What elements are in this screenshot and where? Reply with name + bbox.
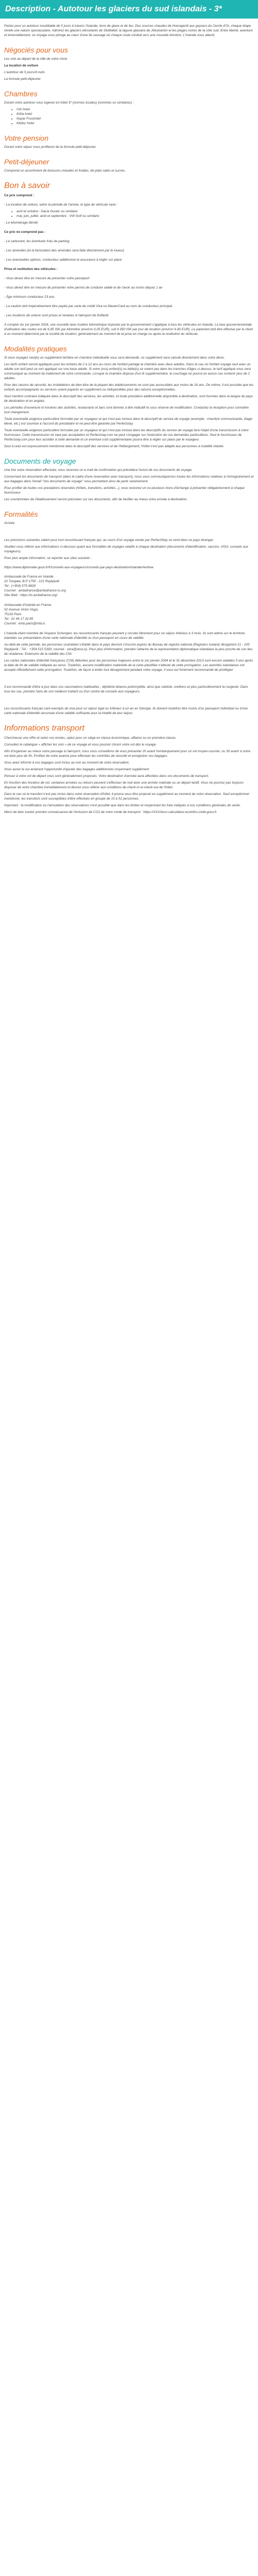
remise-item: - Vous devez être en mesure de présenter votre passeport <box>4 277 90 280</box>
description-page <box>0 0 258 829</box>
formalites-heading: Formalités <box>4 510 38 518</box>
list-item: • mai, juin, juillet, août et septembre : VW Golf ou similaire <box>17 214 254 218</box>
address-line: Tel : 01 44 17 32 85 <box>4 617 34 621</box>
chambres-heading: Chambres <box>4 90 38 98</box>
infos-paragraph: Important : la modification ou l'annulation des réservations n'est possible que dans les limites et moyennant les frais indiqués à nos conditions générales de vente. <box>4 804 241 807</box>
vehicules-list <box>4 209 254 218</box>
formalites-paragraph: Les précisions suivantes valent pour tout ressortissant français qui, au cours d'un voyage vendu par PerfectStay se rend dans ce pays étranger. <box>4 538 214 542</box>
modalites-paragraph: Seul mention contraire indiquée dans le descriptif des services, les activités, et toute prestation additionnelle disponible à destination, sont fournies dans la langue du pays de destination et en anglais. <box>4 395 253 403</box>
formalites-paragraph: L'Islande étant membre de l'espace Schengen, les ressortissants français peuvent y circuler librement pour un séjour inférieur à 3 mois. Ils sont admis sur le territoire islandais sur présentation d'une carte nationale d'identité ou d'un passeport en cours de validité. <box>4 632 245 640</box>
kilometrage-text: - Le kilométrage illimité <box>4 221 38 225</box>
formalites-paragraph: Il est recommandé d'être à jour dans vos vaccinations habituelles : diphtérie-tétanos-poliomyélite, ainsi que rubéole, oreillons et plus particulièrement la rougeole. Dans tous les cas, prendre l'avis de son médecin traitant ou d'un centre de conseils aux voyageurs. <box>4 685 248 693</box>
address-line: 75116 Paris <box>4 613 22 616</box>
location-intro: - La location de voiture, selon la période de l'année, le type de véhicule varie : <box>4 203 118 207</box>
ne-comprend-item: - Les éventuelles options, conducteur additionnel et assurance à régler sur place <box>4 258 122 262</box>
infos-paragraph: Vous avez informé à vos bagages sont inclus au non au moment de votre réservation. <box>4 761 130 765</box>
modalites-paragraph: Les tarifs enfant seront appliqués pour les enfants de 2 à 12 ans au cours de l'enfant partage la chambre avec deux adultes. Dans le cas où l'enfant voyage seul avec un adulte son tarif peut se voir appliqué sur une base adulte. Si votre (vos) enfant(s) ou bébé(s) se voient pas dans les tranches d'âges ci-dessus, le tarif appliqué vous sera communiqué au moment du traitement de votre commande. Lorsque la chambre dispose d'un lit supplémentaire, le couchage ne pourra en aucun cas contenir plus de 2 adultes. <box>4 363 251 380</box>
address-line: Ambassade d'Islande en France <box>4 603 52 607</box>
list-item: • Ork hotel <box>17 107 254 112</box>
negocies-line: L'autotour de 5 jours/4 nuits <box>4 71 45 74</box>
ambassade-france <box>4 574 254 598</box>
ne-comprend-item: - Le carburant, les éventuels frais de parking. <box>4 240 70 243</box>
modalites-heading: Modalités pratiques <box>4 345 67 353</box>
formalites-paragraph: Les cartes nationales d'identité françaises (CNI) délivrées pour les personnes majeures entre le 1er janvier 2004 et le 31 décembre 2013 sont encore valables 5 ans après la date de fin de validité indiquée au verso. Toutefois, aucune modification matérielle de la carte plastifiée n'atteste de cette prorogation. Les autorités islandaises ont accepté officiellement cette prorogation. Toutefois, de façon à éviter tout désagrément pendant votre voyage, il vous est fortement recommandé de privilégier <box>4 659 253 672</box>
negocies-line: Les vols au départ de la ville de votre choix <box>4 57 68 61</box>
formalites-paragraph: Les ressortissants français sont exempts de visa pour un séjour égal ou inférieur à un an en Géorgie. Ils doivent toutefois être munis d'un passeport individuel ou d'une carte nationale d'identité sécurisée d'une validité suffisante pour la totalité de leur séjour. <box>4 707 248 715</box>
documents-paragraph: Une fois votre réservation effectuée, vous recevrez un e-mail de confirmation qui précédera l'envoi de vos documents de voyage. <box>4 468 192 472</box>
negocies-heading: Négociés pour vous <box>4 46 68 54</box>
address-line: Site Web : https://is.ambafrance.org/ <box>4 594 58 597</box>
petitdej-text: Comprend un assortiment de boissons chaudes et froides, de plats salés et sucrés. <box>4 169 126 173</box>
modalites-paragraph: Pour des raisons de sécurité, les installations de bien-être de la plupart des établissements ne sont pas accessibles aux moins de 16 ans. De même, il est possible que les enfants accompagnants ou services soient payants en supplément ou indisponibles pour des raisons exceptionnelles. <box>4 383 254 392</box>
infos-paragraph: Afin d'organiser au mieux votre passage à l'aéroport, nous vous conseillons de vous présenter 2h avant l'embarquement pour un vol moyen-courrier, ou 3h avant si votre vol dure plus de 5h. Profitez de votre avance pour effectuer les contrôles de sécurité et enregistrer vos bagages. <box>4 750 251 758</box>
infos-paragraph: Vous aurez la sur-éclairant l'opportunité d'ajouter des bagages additionnels moyennant supplément <box>4 768 149 771</box>
ambassade-islande <box>4 603 254 626</box>
infos-paragraph: En fonction des horaires de vol, certaines arrivées ou retours peuvent s'effectuer de nuit avec une arrivée matinale ou un départ tardif. Vous ne pourrez pas toujours disposer de votre chambre immédiatement et devrez vous référer aux conditions de check-in et check-out de l'hôtel. <box>4 781 244 789</box>
taxe-text: À compter du 1er janvier 2024, une nouvelle taxe routière kilométrique imposée par le gouvernement s'applique à tous les véhicules en Islande. La taxe gouvernementale d'utilisation des routes est de 6,95 ISK par kilomètre (environ 0,05 EUR), soit 6 950 ISK par jour de location (environ 9,40 EUR). Le paiement doit être effectué par le client à un moment déterminé par la société de location, généralement au moment de la prise en charge ou après la restitution du véhicule. <box>4 323 253 336</box>
formalites-link[interactable]: https://www.diplomatie.gouv.fr/fr/conseils-aux-voyageurs/conseils-par-pays-destination/islande/#entree <box>4 566 154 569</box>
modalites-paragraph: Si vous voyagez seul(e) un supplément tarifaire en chambre individuelle vous sera demandé, ce supplément sera calculé directement dans votre devis. <box>4 356 225 360</box>
infos-paragraph: Pensez à votre vol de départ vous sont généralement proposés. Votre destination d'arrivée aura affectées dans vos documents de transport. <box>4 774 209 778</box>
page-title: Description - Autotour les glaciers du sud islandais - 3* <box>0 0 258 19</box>
remise-item: - Les locations de voiture sont prises et rendues à l'aéroport de Keflavik <box>4 314 109 317</box>
remise-item: - Vous devez être en mesure de présenter votre permis de conduire valide et de l'avoir au moins depuis 1 an <box>4 286 163 290</box>
remise-item: - Âge minimum conducteur 23 ans. <box>4 295 56 299</box>
list-item: • Klettur hotel <box>17 121 254 126</box>
address-line: Tel : (+354) 575-9600 <box>4 584 36 588</box>
address-line: Courriel : emb.paris@mfa.is <box>4 622 45 625</box>
chambres-intro: Durant votre autotour vous logerez en hôtel 3* (normes locales) (nommés ou similaires) : <box>4 101 134 105</box>
ne-comprend-item: - Les amendes (et la facturation des amendes sera faite directement par le loueur) <box>4 249 124 252</box>
modalites-paragraph: Les périodes d'ouverture et horaires des activités, restaurants et bars sont donnés à titre indicatif et sous réserve de modification. Contactez la réception pour connaître tout changement. <box>4 406 249 414</box>
modalites-paragraph: Toute éventuelle exigence particulière formulée par un voyageur et qui n'est pas incluse dans le descriptif du service de voyage (exemple : chambre communicante, étage élevé, etc.) est soumise à l'accord du prestataire et ne peut être garantie par Perfectstay. <box>4 417 252 426</box>
negocies-line: La location de voiture <box>4 64 39 67</box>
infos-paragraph: Chercheuse une offre et selon vos envies, optez pour un siège en classe économique, affaires ou en première classe. <box>4 736 176 740</box>
documents-paragraph: Les coordonnées de l'établissement seront précisées sur ces documents, afin de faciliter au mieux votre arrivée à destination. <box>4 498 188 501</box>
infos-paragraph: Merci de bien vouloir prendre connaissance de l'émission de CO2 de votre mode de transport : https://XXXXeco-calculateur.ecoinfos-civile.gouv.fr <box>4 810 217 814</box>
list-item: • Kiöla hotel <box>17 112 254 116</box>
documents-paragraph: Concernant les documents de transport (dans le cadre d'une réservation avec transport), nous vous communiquerons toutes les informations relatives à l'enregistrement et aux bagages dans l'email "Vos documents de voyage" vous permettant ainsi de partir sereinement. <box>4 475 254 483</box>
formalites-paragraph: Au-delà de cette période, les personnes souhaitant s'établir dans le pays devront s'inscrire auprès du Bureau de registre national (Registers Iceland, Borgartúni 21 - 105 Reykjavík : Tél. : +354 515 5300, courriel : skra@skra.is). Pour plus d'information, prendre l'attache de la représentation diplomatique islandaise la plus proche de son lieu de résidence. Extension de la validité des CNI. <box>4 643 253 656</box>
address-line: Courriel : ambafrance@ambafrance-is.org <box>4 589 66 592</box>
list-item: • Nupar Fosshotel <box>17 116 254 121</box>
formalites-paragraph: Veuillez vous référer aux informations ci-dessous quant aux formalités de voyages relatifs à chaque destination (documents d'identification, vaccins, VISA, conseils aux voyageurs). <box>4 545 249 553</box>
documents-paragraph: Pour profiter de toutes vos prestations réservées (hôtels, transferts, activités...), vous recevrez un ou plusieurs bons d'échange à présenter obligatoirement à chaque fournisseur. <box>4 486 245 495</box>
petitdej-heading: Petit-déjeuner <box>4 158 50 166</box>
infos-paragraph: Dans le cas où le transfert n'est pas inclus dans votre réservation d'hôtel, il pourra vous être proposé en supplément au moment de votre réservation. Sauf exceptionnel mentionné, les transferts sont susceptibles d'être effectués en groupe de 15 à 51 personnes. <box>4 792 249 801</box>
chambres-list <box>4 107 254 126</box>
remise-item: - La caution doit impérativement être payée par carte de crédit Visa ou MasterCard au nom du conducteur principal. <box>4 304 173 308</box>
address-line: 52 Avenue Victor Hugo, <box>4 608 39 612</box>
modalites-paragraph: Toute éventuelle exigence particulière formulée par un voyageur et qui n'est pas incluse dans les descriptifs du service de voyage fera l'objet d'une transmission à notre fournisseur. Cette transmission ne vaut pas acceptation et Perfectstay.com ne peut s'engager sur l'exécution de ces demandes particulières. Seul le fournisseur de Perfectstay.com pour leur accéder à cette demande et un éventuel coût supplémentaire pourra être à régler sur place par le voyageur. <box>4 429 249 442</box>
negocies-line: La formule petit-déjeuner <box>4 77 41 81</box>
list-item: • avril et octobre : Dacia Duster ou similaire <box>17 209 254 214</box>
infos-heading: Informations transport <box>4 724 85 733</box>
pension-heading: Votre pension <box>4 134 49 142</box>
documents-heading: Documents de voyage <box>4 457 76 465</box>
intro-text: Partez pour un autotour inoubliable de 5 jours à travers l'Islande, terre de glace et de feu. Des sources chaudes de Hveragerði aux geysers du Cercle d'Or, chaque étape révèle une nature spectaculaire. Admirez les glaciers étincelants de Skaftafell, la lagune glaciaire de Jökulsárlón et les plages noires de la côte sud. Entre liberté, aventure et émerveillement, ce voyage vous plonge au cœur d'une île sauvage où chaque route conduit vers une nouvelle émotion. L'Islande vous attend. <box>4 24 253 37</box>
formalites-paragraph: Pour plus ample information, se reporter aux sites suivants : <box>4 556 92 560</box>
modalites-paragraph: Seul à celui est expressément mentionné dans le descriptif des services et de l'hébergement, l'hôtel n'est pas adapté aux personnes à mobilité réduite. <box>4 445 224 448</box>
ne-comprend-label: Ce prix ne comprend pas : <box>4 230 46 234</box>
pension-text: Durant votre séjour vous profiterez de la formule petit-déjeuner. <box>4 145 97 149</box>
infos-paragraph: Consultez le catalogue « afficher les vols » de ce voyage et vous pourrez choisir votre vol dès le voyage. <box>4 743 157 747</box>
formalites-sub: Arrivée <box>4 521 15 525</box>
address-line: Ambassade de France en Islande <box>4 575 54 579</box>
prix-label: Ce prix comprend : <box>4 194 35 197</box>
address-line: 22 Tungata, B.P 1750 - 121 Reykjavik <box>4 580 59 583</box>
remise-label: Prise et restitution des véhicules : <box>4 267 58 271</box>
savoir-heading: Bon à savoir <box>4 181 50 190</box>
